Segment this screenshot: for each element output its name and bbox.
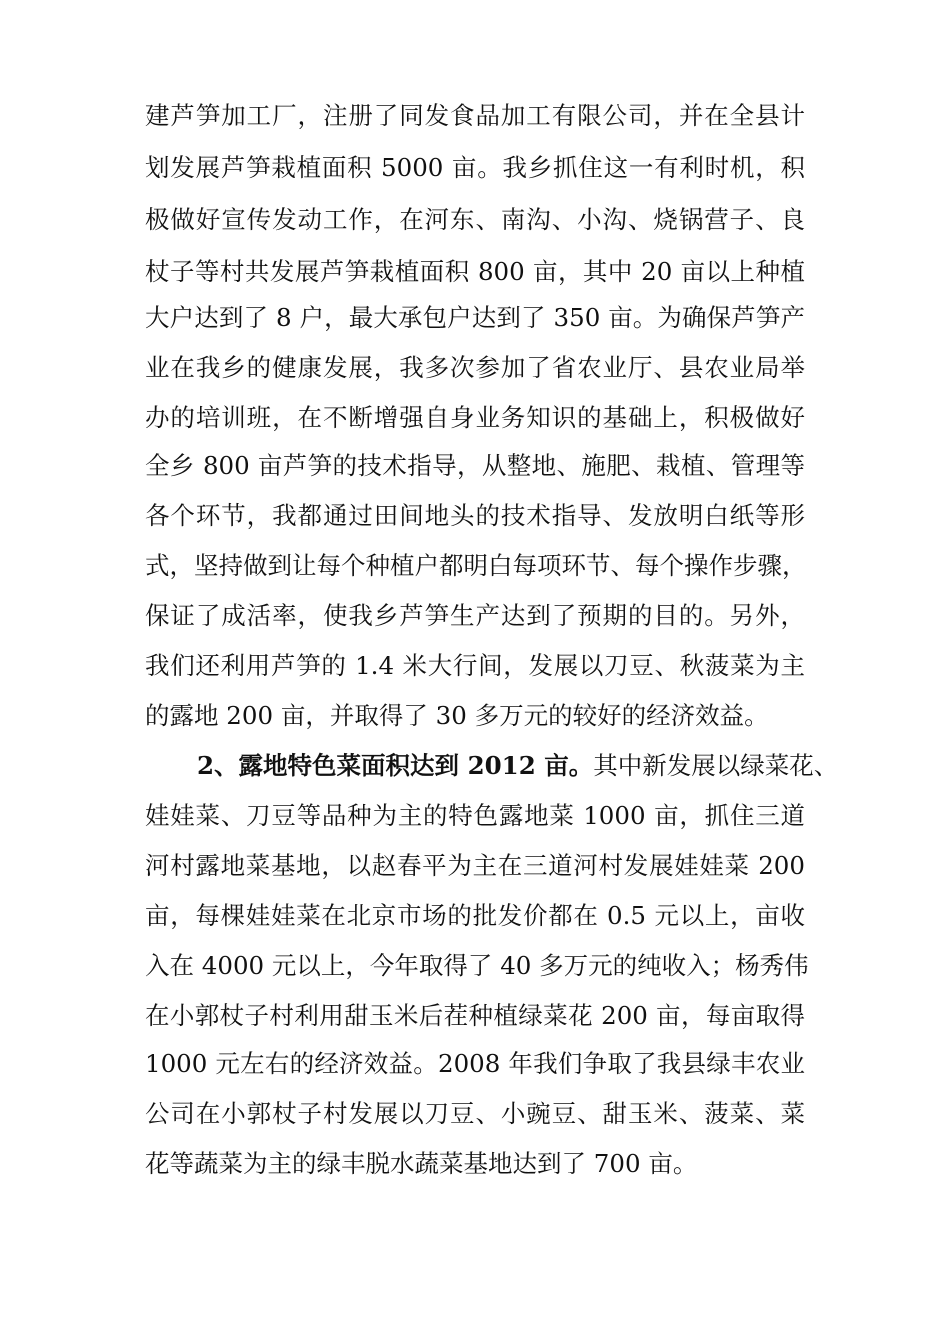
paragraph-1-line-8: 全乡 800 亩芦笋的技术指导，从整地、施肥、栽植、管理等 <box>145 451 805 480</box>
paragraph-1-line-3: 极做好宣传发动工作，在河东、南沟、小沟、烧锅营子、良 <box>145 205 805 234</box>
paragraph-2-line-2: 娃娃菜、刀豆等品种为主的特色露地菜 1000 亩，抓住三道 <box>145 801 805 830</box>
paragraph-1-line-11: 保证了成活率，使我乡芦笋生产达到了预期的目的。另外， <box>145 601 805 630</box>
paragraph-1-line-2: 划发展芦笋栽植面积 5000 亩。我乡抓住这一有利时机，积 <box>145 153 805 182</box>
paragraph-2-line-4: 亩，每棵娃娃菜在北京市场的批发价都在 0.5 元以上，亩收 <box>145 901 805 930</box>
paragraph-1-line-9: 各个环节，我都通过田间地头的技术指导、发放明白纸等形 <box>145 501 805 530</box>
paragraph-2-line-5: 入在 4000 元以上，今年取得了 40 多万元的纯收入；杨秀伟 <box>145 951 809 980</box>
paragraph-2-line-1-text: 其中新发展以绿菜花、 <box>593 751 839 780</box>
paragraph-1-line-7: 办的培训班，在不断增强自身业务知识的基础上，积极做好 <box>145 403 805 432</box>
paragraph-2-heading: 2、露地特色菜面积达到 2012 亩。 <box>197 751 594 780</box>
paragraph-2-line-6: 在小郭杖子村利用甜玉米后茬种植绿菜花 200 亩，每亩取得 <box>145 1001 805 1030</box>
paragraph-1-line-12: 我们还利用芦笋的 1.4 米大行间，发展以刀豆、秋菠菜为主 <box>145 651 805 680</box>
paragraph-2-line-8: 公司在小郭杖子村发展以刀豆、小豌豆、甜玉米、菠菜、菜 <box>145 1099 805 1128</box>
paragraph-1-line-13: 的露地 200 亩，并取得了 30 多万元的较好的经济效益。 <box>145 701 769 730</box>
paragraph-1-line-5: 大户达到了 8 户，最大承包户达到了 350 亩。为确保芦笋产 <box>145 303 805 332</box>
paragraph-1-line-1: 建芦笋加工厂，注册了同发食品加工有限公司，并在全县计 <box>145 101 805 130</box>
paragraph-1-line-4: 杖子等村共发展芦笋栽植面积 800 亩，其中 20 亩以上种植 <box>145 257 805 286</box>
paragraph-2-line-1 <box>197 746 839 786</box>
paragraph-1-line-10: 式，坚持做到让每个种植户都明白每项环节、每个操作步骤， <box>145 551 807 580</box>
paragraph-1-line-6: 业在我乡的健康发展，我多次参加了省农业厅、县农业局举 <box>145 353 805 382</box>
paragraph-2-line-3: 河村露地菜基地，以赵春平为主在三道河村发展娃娃菜 200 <box>145 851 805 880</box>
paragraph-2-line-7: 1000 元左右的经济效益。2008 年我们争取了我县绿丰农业 <box>145 1049 805 1078</box>
paragraph-2-line-9: 花等蔬菜为主的绿丰脱水蔬菜基地达到了 700 亩。 <box>145 1149 698 1178</box>
